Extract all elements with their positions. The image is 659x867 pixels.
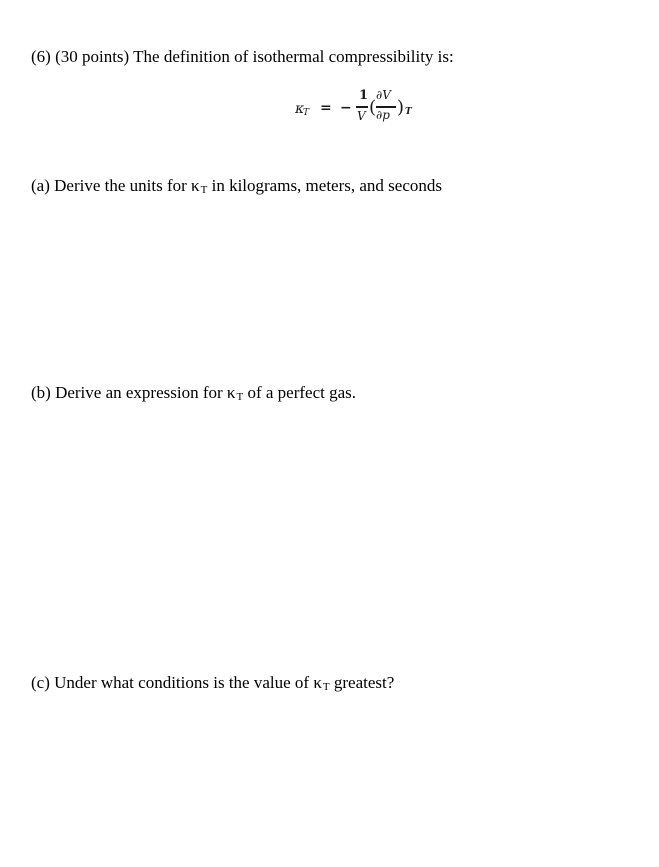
- part-c-text-after: greatest?: [329, 673, 395, 692]
- part-c-kappa: κ: [313, 673, 322, 692]
- part-b-text-before: (b) Derive an expression for: [31, 383, 227, 402]
- equation-left-paren: (: [369, 97, 377, 118]
- equation-denominator-volume: V: [357, 109, 366, 123]
- part-a-text-after: in kilograms, meters, and seconds: [207, 176, 442, 195]
- equation-right-paren: ): [397, 97, 405, 118]
- equation-temperature-subscript: T: [405, 107, 412, 117]
- part-c-prompt: [31, 673, 394, 697]
- part-b-kappa-subscript: T: [236, 391, 244, 403]
- equation-fraction-bar: [356, 106, 368, 108]
- part-a-kappa-subscript: T: [200, 184, 208, 196]
- part-b-kappa: κ: [226, 383, 236, 402]
- compressibility-equation: [293, 86, 433, 134]
- equation-numerator-one: 1: [359, 88, 369, 103]
- equation-partial-volume: ∂V: [376, 88, 391, 102]
- part-a-text-before: (a) Derive the units for: [31, 176, 192, 195]
- equation-equals-sign: =: [320, 100, 332, 116]
- part-b-prompt: [31, 383, 356, 407]
- equation-kappa-subscript: T: [303, 108, 310, 118]
- part-c-kappa-subscript: T: [322, 681, 330, 693]
- part-a-prompt: [31, 176, 442, 200]
- equation-partial-pressure: ∂p: [376, 108, 390, 122]
- part-c-text-before: (c) Under what conditions is the value of: [31, 673, 314, 692]
- part-a-kappa: κ: [191, 176, 200, 195]
- part-b-text-after: of a perfect gas.: [243, 383, 357, 402]
- equation-minus-sign: −: [340, 100, 352, 116]
- equation-kappa: κ: [295, 101, 305, 117]
- question-header: (6) (30 points) The definition of isothermal compressibility is:: [31, 47, 454, 66]
